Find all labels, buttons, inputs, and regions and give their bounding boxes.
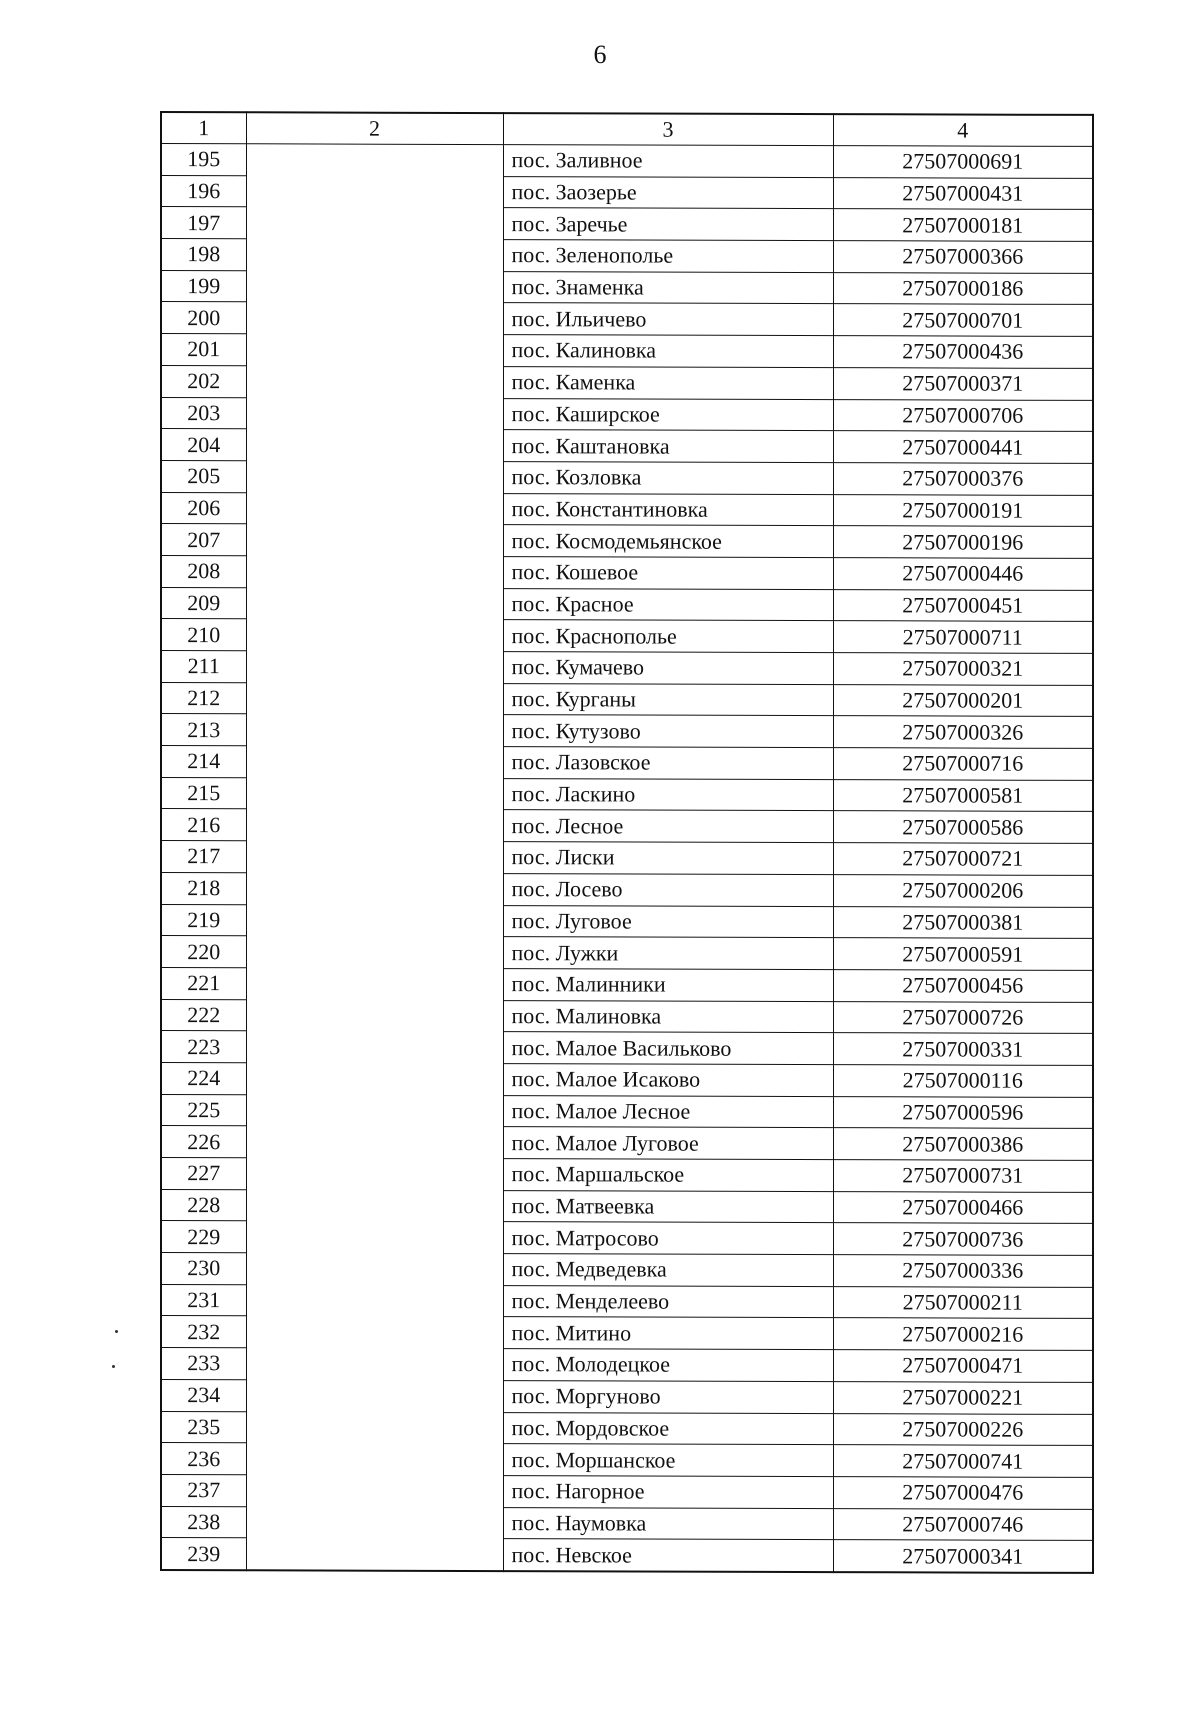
settlement-name: пос. Кошевое: [503, 557, 833, 590]
settlement-name: пос. Краснополье: [503, 620, 833, 653]
oktmo-code: 27507000471: [833, 1350, 1093, 1383]
oktmo-code: 27507000431: [833, 177, 1093, 210]
row-number: 207: [161, 524, 246, 556]
oktmo-code: 27507000721: [833, 843, 1093, 876]
settlement-name: пос. Малое Лесное: [503, 1095, 833, 1128]
oktmo-code: 27507000211: [833, 1286, 1093, 1319]
column-header-2: 2: [246, 112, 503, 144]
oktmo-code: 27507000736: [833, 1223, 1093, 1256]
settlement-name: пос. Заливное: [503, 145, 833, 178]
page-number: 6: [593, 40, 607, 69]
settlement-name: пос. Знаменка: [503, 271, 833, 304]
oktmo-code: 27507000321: [833, 653, 1093, 686]
settlement-name: пос. Космодемьянское: [503, 525, 833, 558]
row-number: 237: [161, 1474, 246, 1506]
oktmo-code: 27507000466: [833, 1191, 1093, 1224]
oktmo-code: 27507000216: [833, 1318, 1093, 1351]
row-number: 221: [161, 967, 246, 999]
row-number: 199: [161, 270, 246, 302]
oktmo-code: 27507000586: [833, 811, 1093, 844]
row-number: 211: [161, 651, 246, 683]
row-number: 206: [161, 492, 246, 524]
row-number: 213: [161, 714, 246, 746]
settlement-name: пос. Моршанское: [503, 1444, 833, 1477]
settlement-name: пос. Малинники: [503, 968, 833, 1001]
row-number: 209: [161, 587, 246, 619]
settlement-name: пос. Красное: [503, 588, 833, 621]
oktmo-code: 27507000451: [833, 589, 1093, 622]
row-number: 223: [161, 1031, 246, 1063]
row-number: 196: [161, 175, 246, 207]
settlement-name: пос. Нагорное: [503, 1475, 833, 1508]
settlement-name: пос. Маршальское: [503, 1159, 833, 1192]
column-header-1: 1: [161, 112, 246, 144]
oktmo-code: 27507000191: [833, 494, 1093, 527]
oktmo-code: 27507000371: [833, 367, 1093, 400]
oktmo-code: 27507000706: [833, 399, 1093, 432]
settlement-name: пос. Малиновка: [503, 1000, 833, 1033]
oktmo-code: 27507000581: [833, 779, 1093, 812]
oktmo-code: 27507000731: [833, 1160, 1093, 1193]
table-body: [161, 144, 1093, 1573]
oktmo-code: 27507000446: [833, 558, 1093, 591]
oktmo-code: 27507000436: [833, 336, 1093, 369]
row-number: 229: [161, 1221, 246, 1253]
row-number: 212: [161, 682, 246, 714]
row-number: 230: [161, 1253, 246, 1285]
settlement-name: пос. Кумачево: [503, 652, 833, 685]
oktmo-code: 27507000341: [833, 1540, 1093, 1573]
settlement-name: пос. Луговое: [503, 905, 833, 938]
settlement-name: пос. Лиски: [503, 842, 833, 875]
settlement-name: пос. Заречье: [503, 208, 833, 241]
oktmo-code: 27507000591: [833, 938, 1093, 971]
row-number: 200: [161, 302, 246, 334]
oktmo-code: 27507000331: [833, 1033, 1093, 1066]
settlements-table: [160, 111, 1094, 1574]
row-number: 232: [161, 1316, 246, 1348]
oktmo-code: 27507000206: [833, 874, 1093, 907]
oktmo-code: 27507000726: [833, 1001, 1093, 1034]
row-number: 208: [161, 555, 246, 587]
scan-speck: [115, 1330, 118, 1333]
oktmo-code: 27507000716: [833, 748, 1093, 781]
row-number: 239: [161, 1538, 246, 1570]
oktmo-code: 27507000221: [833, 1381, 1093, 1414]
row-number: 234: [161, 1379, 246, 1411]
settlement-name: пос. Каменка: [503, 366, 833, 399]
settlement-name: пос. Наумовка: [503, 1507, 833, 1540]
settlement-name: пос. Невское: [503, 1539, 833, 1572]
oktmo-code: 27507000186: [833, 272, 1093, 305]
row-number: 198: [161, 239, 246, 271]
row-number: 227: [161, 1158, 246, 1190]
settlement-name: пос. Ильичево: [503, 303, 833, 336]
settlement-name: пос. Молодецкое: [503, 1349, 833, 1382]
row-number: 215: [161, 777, 246, 809]
settlement-name: пос. Ласкино: [503, 778, 833, 811]
row-number: 219: [161, 904, 246, 936]
row-number: 202: [161, 365, 246, 397]
row-number: 201: [161, 334, 246, 366]
settlement-name: пос. Моргуново: [503, 1380, 833, 1413]
settlement-name: пос. Митино: [503, 1317, 833, 1350]
row-number: 220: [161, 936, 246, 968]
settlement-name: пос. Каштановка: [503, 430, 833, 463]
row-number: 233: [161, 1348, 246, 1380]
settlement-name: пос. Малое Луговое: [503, 1127, 833, 1160]
row-number: 214: [161, 746, 246, 778]
row-number: 222: [161, 999, 246, 1031]
settlement-name: пос. Курганы: [503, 683, 833, 716]
row-number: 216: [161, 809, 246, 841]
table-row: [161, 144, 1093, 179]
oktmo-code: 27507000326: [833, 716, 1093, 749]
settlement-name: пос. Менделеево: [503, 1285, 833, 1318]
column-header-4: 4: [833, 114, 1093, 146]
oktmo-code: 27507000596: [833, 1096, 1093, 1129]
row-number: 238: [161, 1506, 246, 1538]
row-number: 210: [161, 619, 246, 651]
row-number: 228: [161, 1189, 246, 1221]
row-number: 204: [161, 429, 246, 461]
settlement-name: пос. Зеленополье: [503, 240, 833, 273]
row-number: 226: [161, 1126, 246, 1158]
oktmo-code: 27507000196: [833, 526, 1093, 559]
oktmo-code: 27507000701: [833, 304, 1093, 337]
settlement-name: пос. Мордовское: [503, 1412, 833, 1445]
settlement-name: пос. Калиновка: [503, 335, 833, 368]
settlement-name: пос. Лосево: [503, 873, 833, 906]
table-header-row: [161, 112, 1093, 146]
settlement-name: пос. Малое Исаково: [503, 1064, 833, 1097]
row-number: 203: [161, 397, 246, 429]
settlement-name: пос. Лазовское: [503, 747, 833, 780]
oktmo-code: 27507000116: [833, 1065, 1093, 1098]
oktmo-code: 27507000181: [833, 209, 1093, 242]
oktmo-code: 27507000201: [833, 684, 1093, 717]
oktmo-code: 27507000226: [833, 1413, 1093, 1446]
oktmo-code: 27507000376: [833, 462, 1093, 495]
settlement-name: пос. Лужки: [503, 937, 833, 970]
row-number: 236: [161, 1443, 246, 1475]
settlement-name: пос. Каширское: [503, 398, 833, 431]
settlement-name: пос. Кутузово: [503, 715, 833, 748]
oktmo-code: 27507000386: [833, 1128, 1093, 1161]
settlement-name: пос. Матвеевка: [503, 1190, 833, 1223]
column-header-3: 3: [503, 113, 833, 146]
row-number: 205: [161, 460, 246, 492]
column-2-merged-cell: [246, 144, 503, 1571]
row-number: 217: [161, 841, 246, 873]
settlement-name: пос. Козловка: [503, 461, 833, 494]
row-number: 231: [161, 1284, 246, 1316]
row-number: 195: [161, 144, 246, 176]
oktmo-code: 27507000746: [833, 1508, 1093, 1541]
oktmo-code: 27507000456: [833, 969, 1093, 1002]
settlement-name: пос. Константиновка: [503, 493, 833, 526]
oktmo-code: 27507000711: [833, 621, 1093, 654]
settlement-name: пос. Лесное: [503, 810, 833, 843]
row-number: 235: [161, 1411, 246, 1443]
settlement-name: пос. Заозерье: [503, 176, 833, 209]
row-number: 225: [161, 1094, 246, 1126]
oktmo-code: 27507000336: [833, 1255, 1093, 1288]
settlement-name: пос. Малое Васильково: [503, 1032, 833, 1065]
row-number: 224: [161, 1062, 246, 1094]
settlement-name: пос. Медведевка: [503, 1254, 833, 1287]
oktmo-code: 27507000476: [833, 1476, 1093, 1509]
oktmo-code: 27507000441: [833, 431, 1093, 464]
row-number: 218: [161, 872, 246, 904]
oktmo-code: 27507000691: [833, 146, 1093, 179]
oktmo-code: 27507000381: [833, 906, 1093, 939]
oktmo-code: 27507000366: [833, 241, 1093, 274]
settlement-name: пос. Матросово: [503, 1222, 833, 1255]
row-number: 197: [161, 207, 246, 239]
oktmo-code: 27507000741: [833, 1445, 1093, 1478]
scan-speck: [112, 1365, 115, 1368]
